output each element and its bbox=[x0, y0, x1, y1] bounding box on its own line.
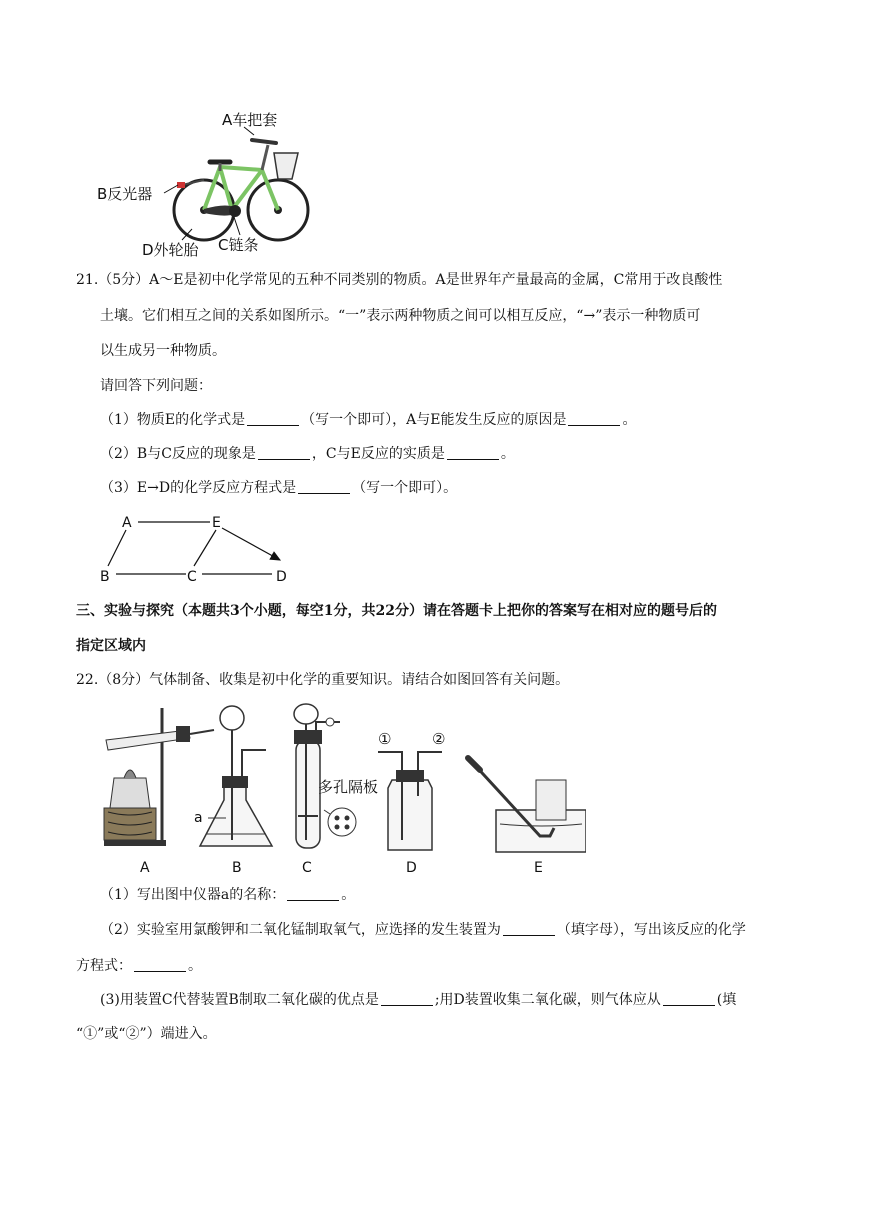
apparatus-b-label: B bbox=[232, 860, 242, 876]
q21-s3-text-a: （3）E→D的化学反应方程式是 bbox=[100, 480, 297, 496]
q21-prompt: 请回答下列问题： bbox=[100, 378, 212, 394]
q21-s1-text-c: 。 bbox=[622, 412, 637, 428]
q22-s3-text-c: (填 bbox=[716, 992, 737, 1008]
q22-s3-text-a: (3)用装置C代替装置B制取二氧化碳的优点是 bbox=[100, 992, 379, 1008]
answer-blank[interactable] bbox=[381, 991, 433, 1006]
answer-blank[interactable] bbox=[134, 957, 186, 972]
apparatus-d bbox=[378, 730, 445, 850]
port-1-label: ① bbox=[378, 730, 392, 748]
q22-subquestion-3-cont: “①”或“②”）端进入。 bbox=[76, 1026, 217, 1042]
q21-intro-line-1: 21.（5分）A～E是初中化学常见的五种不同类别的物质。A是世界年产量最高的金属，C常用于改良酸性 bbox=[76, 272, 723, 288]
apparatus-d-label: D bbox=[406, 860, 417, 876]
node-b: B bbox=[100, 569, 110, 585]
q21-intro-line-2: 土壤。它们相互之间的关系如图所示。“一”表示两种物质之间可以相互反应，“→”表示一种物质可 bbox=[100, 308, 701, 324]
label-d-tire: D外轮胎 bbox=[142, 241, 199, 259]
node-a: A bbox=[122, 515, 132, 531]
apparatus-figure bbox=[96, 700, 586, 880]
q22-s2-text-b: （填字母），写出该反应的化学 bbox=[556, 922, 746, 938]
answer-blank[interactable] bbox=[247, 411, 299, 426]
q21-subquestion-2 bbox=[100, 444, 515, 464]
apparatus-e bbox=[468, 758, 586, 852]
q22-s1-text-b: 。 bbox=[341, 887, 356, 903]
q21-s2-text-a: （2）B与C反应的现象是 bbox=[100, 446, 256, 462]
q21-s2-text-b: ，C与E反应的实质是 bbox=[311, 446, 445, 462]
relation-diagram bbox=[98, 510, 303, 588]
apparatus-e-label: E bbox=[534, 860, 543, 876]
q21-s3-text-b: （写一个即可）。 bbox=[352, 480, 458, 496]
label-c-chain: C链条 bbox=[218, 236, 259, 254]
apparatus-c-label: C bbox=[302, 860, 312, 876]
q21-s1-text-a: （1）物质E的化学式是 bbox=[100, 412, 246, 428]
q22-subquestion-2 bbox=[100, 920, 746, 940]
q21-subquestion-3 bbox=[100, 478, 457, 498]
q22-s2-text-d: 。 bbox=[188, 958, 202, 974]
answer-blank[interactable] bbox=[258, 445, 310, 460]
apparatus-a-label: A bbox=[140, 860, 150, 876]
bicycle-figure bbox=[92, 105, 322, 260]
section3-heading-line-1: 三、实验与探究（本题共3个小题，每空1分，共22分）请在答题卡上把你的答案写在相对应的题号后的 bbox=[76, 603, 717, 619]
q21-s1-text-b: （写一个即可），A与E能发生反应的原因是 bbox=[301, 412, 567, 428]
node-e: E bbox=[212, 515, 221, 531]
answer-blank[interactable] bbox=[298, 479, 350, 494]
apparatus-c bbox=[294, 704, 378, 848]
q21-subquestion-1 bbox=[100, 410, 636, 430]
answer-blank[interactable] bbox=[287, 886, 339, 901]
answer-blank[interactable] bbox=[503, 921, 555, 936]
porous-plate-label: 多孔隔板 bbox=[318, 778, 379, 796]
instrument-a-label: a bbox=[194, 810, 203, 826]
label-b-reflector: B反光器 bbox=[97, 185, 153, 203]
q21-s2-text-c: 。 bbox=[500, 446, 515, 462]
q22-s2-text-a: （2）实验室用氯酸钾和二氧化锰制取氧气，应选择的发生装置为 bbox=[100, 922, 501, 938]
q22-subquestion-1 bbox=[100, 885, 355, 905]
answer-blank[interactable] bbox=[568, 411, 620, 426]
q21-intro-line-3: 以生成另一种物质。 bbox=[100, 343, 226, 359]
q22-subquestion-2-cont bbox=[76, 956, 202, 976]
apparatus-b bbox=[194, 706, 272, 846]
q22-s3-text-b: ;用D装置收集二氧化碳，则气体应从 bbox=[434, 992, 661, 1008]
node-c: C bbox=[187, 569, 197, 585]
port-2-label: ② bbox=[432, 730, 446, 748]
q22-s1-text-a: （1）写出图中仪器a的名称： bbox=[100, 887, 286, 903]
section3-heading-line-2: 指定区域内 bbox=[76, 638, 146, 654]
q22-s2-text-c: 方程式： bbox=[76, 958, 132, 974]
q22-intro: 22.（8分）气体制备、收集是初中化学的重要知识。请结合如图回答有关问题。 bbox=[76, 672, 570, 688]
answer-blank[interactable] bbox=[447, 445, 499, 460]
label-a-handlebar-grip: A车把套 bbox=[222, 111, 278, 129]
answer-blank[interactable] bbox=[663, 991, 715, 1006]
q22-subquestion-3 bbox=[100, 990, 736, 1010]
node-d: D bbox=[276, 569, 287, 585]
